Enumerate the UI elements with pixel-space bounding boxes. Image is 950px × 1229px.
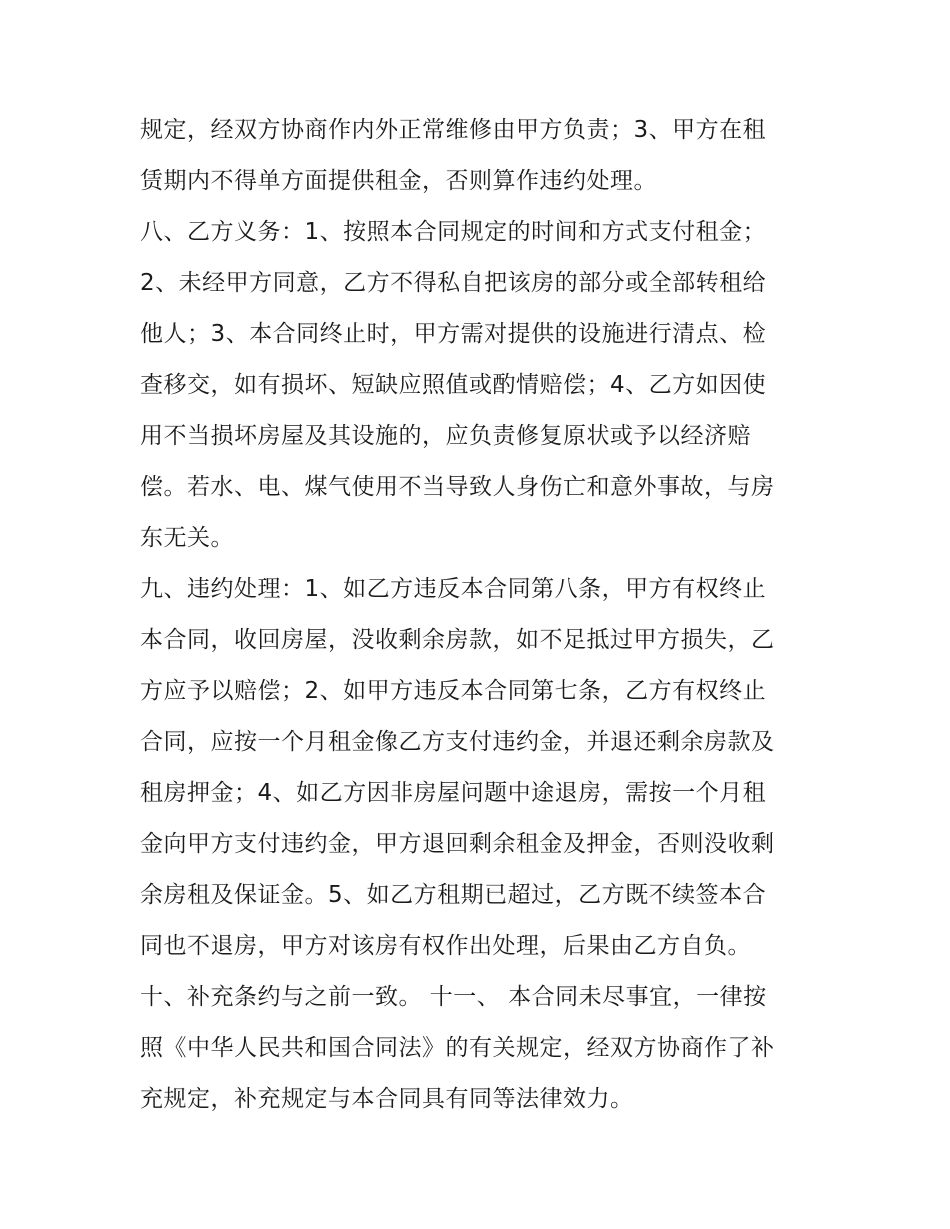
text-line: 2、未经甲方同意，乙方不得私自把该房的部分或全部转租给 — [140, 270, 767, 296]
text-line: 余房租及保证金。5、如乙方租期已超过，乙方既不续签本合 — [140, 882, 767, 908]
text-line: 规定，经双方协商作内外正常维修由甲方负责；3、甲方在租 — [140, 117, 767, 143]
text-line: 方应予以赔偿；2、如甲方违反本合同第七条，乙方有权终止 — [140, 678, 767, 704]
text-line: 本合同，收回房屋，没收剩余房款，如不足抵过甲方损失，乙 — [140, 627, 775, 653]
text-line: 赁期内不得单方面提供租金，否则算作违约处理。 — [140, 168, 657, 194]
text-line: 他人；3、本合同终止时，甲方需对提供的设施进行清点、检 — [140, 321, 767, 347]
text-line: 同也不退房，甲方对该房有权作出处理，后果由乙方自负。 — [140, 933, 751, 959]
text-line: 金向甲方支付违约金，甲方退回剩余租金及押金，否则没收剩 — [140, 831, 775, 857]
text-line: 合同，应按一个月租金像乙方支付违约金，并退还剩余房款及 — [140, 729, 775, 755]
document-body — [140, 105, 830, 1125]
text-line: 九、违约处理：1、如乙方违反本合同第八条，甲方有权终止 — [140, 576, 767, 602]
text-line: 查移交，如有损坏、短缺应照值或酌情赔偿；4、乙方如因使 — [140, 372, 767, 398]
text-line: 用不当损坏房屋及其设施的，应负责修复原状或予以经济赔 — [140, 423, 751, 449]
text-line: 偿。若水、电、煤气使用不当导致人身伤亡和意外事故，与房 — [140, 474, 775, 500]
text-line: 租房押金；4、如乙方因非房屋问题中途退房，需按一个月租 — [140, 780, 767, 806]
text-line: 东无关。 — [140, 525, 234, 551]
text-line: 八、乙方义务：1、按照本合同规定的时间和方式支付租金； — [140, 219, 767, 245]
text-line: 十、补充条约与之前一致。 十一、 本合同未尽事宜，一律按 — [140, 984, 767, 1010]
text-line: 照《中华人民共和国合同法》的有关规定，经双方协商作了补 — [140, 1035, 775, 1061]
text-line: 充规定，补充规定与本合同具有同等法律效力。 — [140, 1086, 634, 1112]
